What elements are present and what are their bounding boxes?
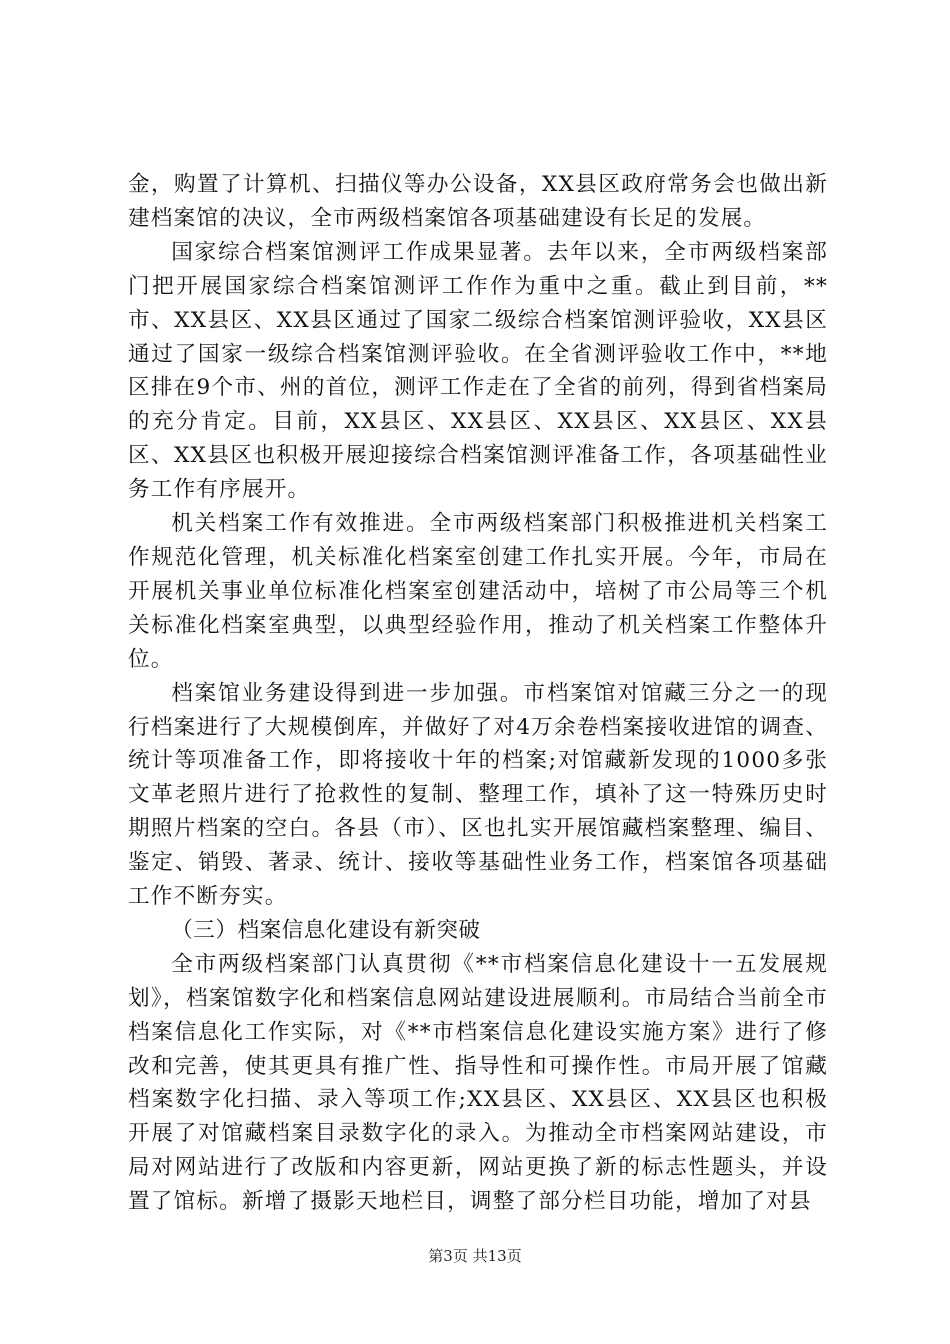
- section-heading: （三）档案信息化建设有新突破: [171, 917, 481, 943]
- paragraph-5: 全市两级档案部门认真贯彻《**市档案信息化建设十一五发展规划》，档案馆数字化和档案信息网站建设进展顺利。市局结合当前全市档案信息化工作实际，对《**市档案信息化建设实施方案》进行了修改和完善，使其更具有推广性、指导性和可操作性。市局开展了馆藏档案数字化扫描、录入等项工作;XX县区、XX县区、XX县区也积极开展了对馆藏档案目录数字化的录入。为推动全市档案网站建设，市局对网站进行了改版和内容更新，网站更换了新的标志性题头，并设置了馆标。新增了摄影天地栏目，调整了部分栏目功能，增加了对县: [128, 951, 828, 1215]
- paragraph-1: 金，购置了计算机、扫描仪等办公设备，XX县区政府常务会也做出新建档案馆的决议，全市两级档案馆各项基础建设有长足的发展。: [128, 172, 828, 231]
- page-number-footer: 第3页 共13页: [428, 1247, 522, 1265]
- paragraph-3: 机关档案工作有效推进。全市两级档案部门积极推进机关档案工作规范化管理，机关标准化档案室创建工作扎实开展。今年，市局在开展机关事业单位标准化档案室创建活动中，培树了市公局等三个机关标准化档案室典型，以典型经验作用，推动了机关档案工作整体升位。: [128, 511, 828, 672]
- document-body: [128, 168, 828, 1219]
- paragraph-4: 档案馆业务建设得到进一步加强。市档案馆对馆藏三分之一的现行档案进行了大规模倒库，并做好了对4万余卷档案接收进馆的调查、统计等项准备工作，即将接收十年的档案;对馆藏新发现的1000多张文革老照片进行了抢救性的复制、整理工作，填补了这一特殊历史时期照片档案的空白。各县（市）、区也扎实开展馆藏档案整理、编目、鉴定、销毁、著录、统计、接收等基础性业务工作，档案馆各项基础工作不断夯实。: [128, 680, 828, 910]
- paragraph-2: 国家综合档案馆测评工作成果显著。去年以来，全市两级档案部门把开展国家综合档案馆测评工作作为重中之重。截止到目前，**市、XX县区、XX县区通过了国家二级综合档案馆测评验收，XX县区通过了国家一级综合档案馆测评验收。在全省测评验收工作中，**地区排在9个市、州的首位，测评工作走在了全省的前列，得到省档案局的充分肯定。目前，XX县区、XX县区、XX县区、XX县区、XX县区、XX县区也积极开展迎接综合档案馆测评准备工作，各项基础性业务工作有序展开。: [128, 239, 828, 503]
